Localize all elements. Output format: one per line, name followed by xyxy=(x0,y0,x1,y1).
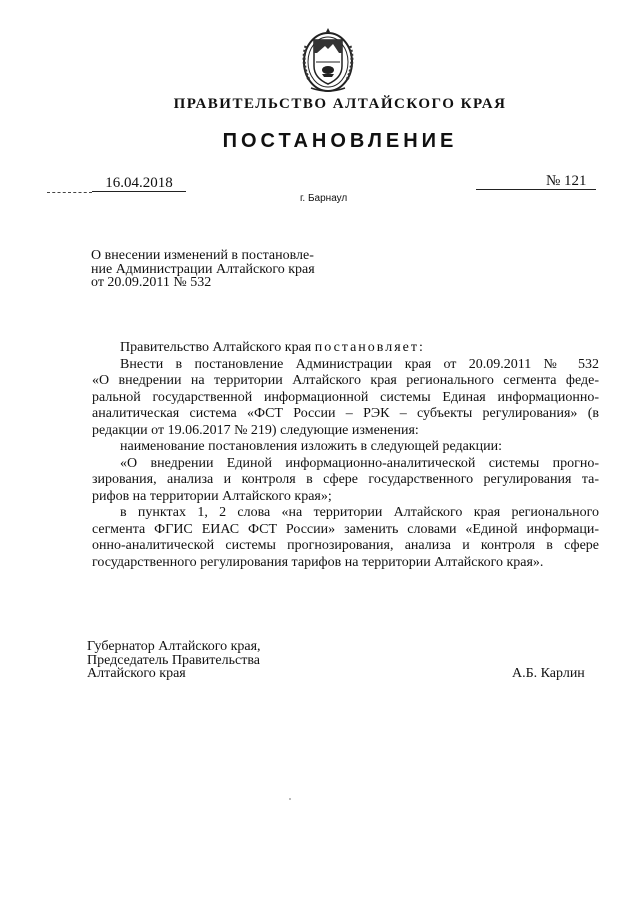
city-label: г. Барнаул xyxy=(300,193,348,204)
subject-line: от 20.09.2011 № 532 xyxy=(91,275,212,290)
altai-coat-of-arms-icon xyxy=(297,26,359,94)
subject-line: ние Администрации Алтайского края xyxy=(91,261,315,277)
body-line: редакции от 19.06.2017 № 219) следующие изменения: xyxy=(92,422,419,438)
document-subject xyxy=(91,249,391,290)
date-underline-lead xyxy=(47,192,92,193)
body-line: в пунктах 1, 2 слова «на территории Алтайского края регионального xyxy=(120,505,599,520)
body-line: рифов на территории Алтайского края»; xyxy=(92,488,332,504)
subject-line: О внесении изменений в постановле- xyxy=(91,248,314,263)
preamble-decree: постановляет: xyxy=(314,340,425,355)
document-type-title: ПОСТАНОВЛЕНИЕ xyxy=(222,130,458,152)
document-body xyxy=(92,340,599,571)
body-line: зирования, анализа и контроля в сфере государственного регулирования та- xyxy=(92,472,599,487)
signatory-position-line: Губернатор Алтайского края, xyxy=(87,639,261,654)
document-number: № 121 xyxy=(476,173,596,190)
signatory-position-line: Председатель Правительства xyxy=(87,652,260,668)
document-date: 16.04.2018 xyxy=(92,175,186,192)
body-line: наименование постановления изложить в следующей редакции: xyxy=(120,439,502,454)
body-line: «О внедрении Единой информационно-аналитической системы прогно- xyxy=(120,455,599,471)
organization-name: ПРАВИТЕЛЬСТВО АЛТАЙСКОГО КРАЯ xyxy=(173,96,507,112)
scan-speck xyxy=(289,798,291,800)
body-line: сегмента ФГИС ЕИАС ФСТ России» заменить словами «Единой информаци- xyxy=(92,521,599,537)
body-line: государственного регулирования тарифов на территории Алтайского края». xyxy=(92,554,544,570)
body-line: Внести в постановление Администрации края от 20.09.2011 № 532 xyxy=(120,356,599,372)
signatory-position-line: Алтайского края xyxy=(87,666,186,681)
signatory-position xyxy=(87,640,261,681)
body-line: ральной государственной информационной системы Единая информационно- xyxy=(92,389,599,405)
body-line: аналитическая система «ФСТ России – РЭК – субъекты регулирования» (в xyxy=(92,406,599,421)
body-preamble xyxy=(92,340,599,357)
preamble-text: Правительство Алтайского края xyxy=(120,340,315,355)
signatory-name: А.Б. Карлин xyxy=(512,666,585,681)
body-line: онно-аналитической системы прогнозирования, анализа и контроля в сфере xyxy=(92,538,599,553)
body-line: «О внедрении на территории Алтайского края регионального сегмента феде- xyxy=(92,373,599,388)
